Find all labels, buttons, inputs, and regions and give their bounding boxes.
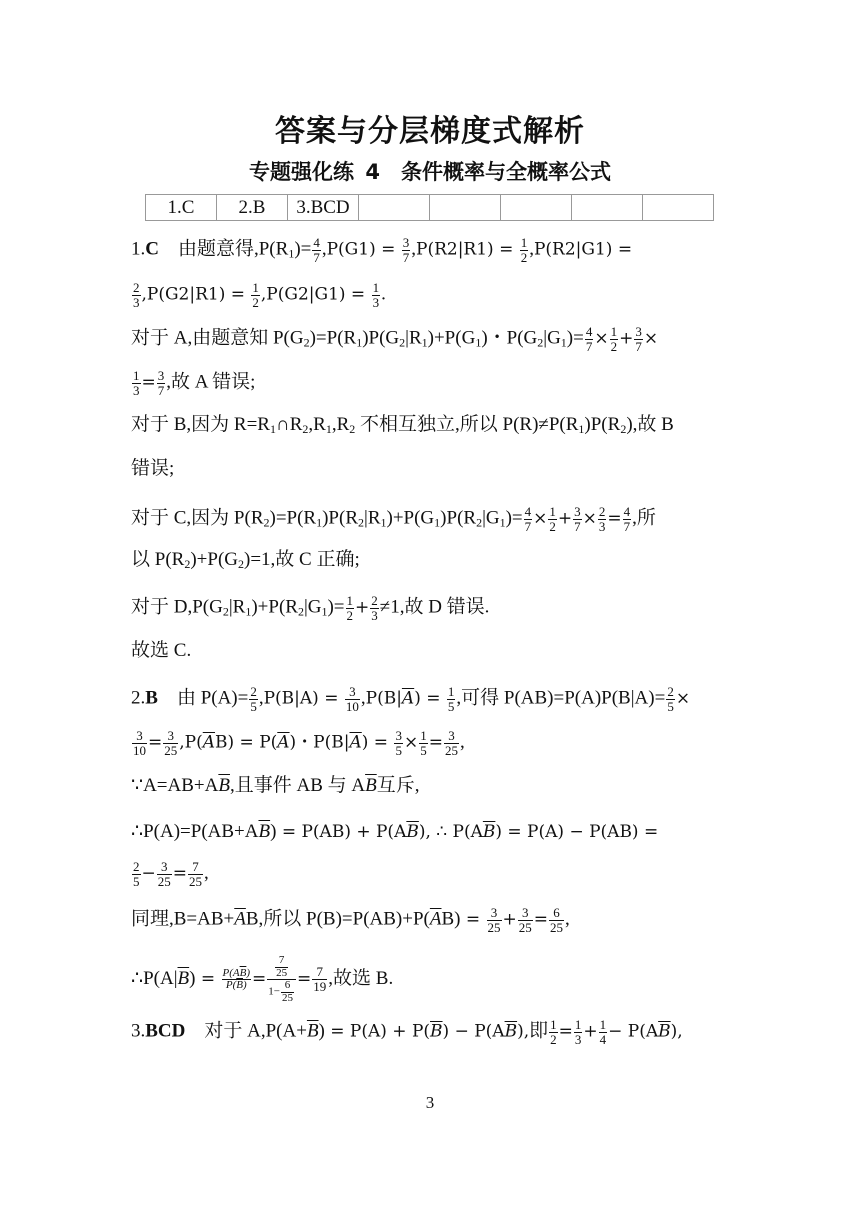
solution-line: 1.C 由题意得$,P(R_1)=$ $\frac{4}{7}$ ,P(G1) = $\frac{3}{7}$ ,P(R2|R1) = $\frac{1}{2}$ ,P(R2|G1) = bbox=[131, 235, 633, 265]
solution-line: 2.B 由 P(A)= $\frac{2}{5}$ ,P(B|A) = $\frac{3}{10}$ $,P(B|\overline{A})$ = $\frac{1}{5}$ ,可得 P(AB)=P(A)P(B|A)= $\frac{2}{5}$ × bbox=[131, 684, 691, 714]
page-title: 答案与分层梯度式解析 bbox=[275, 114, 585, 149]
solution-line: 3.BCD 对于 $A,P(A+\overline{B}) = P(A) + P(\overline{B}) - P(A\overline{B})$,即 $\frac{1}{2}$ = $\frac{1}{3}$ + $\frac{1}{4}$ − $P(A\overline{B})$, bbox=[131, 1017, 683, 1047]
solution-line: $\frac{2}{3}$ ,P(G2|R1) = $\frac{1}{2}$ ,P(G2|G1) = $\frac{1}{3}$ . bbox=[133, 280, 386, 310]
solution-line: $\frac{2}{5}$ − $\frac{3}{25}$ = $\frac{7}{25}$ , bbox=[133, 859, 209, 889]
solution-line: 错误; bbox=[131, 458, 175, 479]
solution-line: 以 $P(R_2)+P(G_2)=1$,故 C 正确; bbox=[131, 548, 360, 571]
solution-line: $\therefore P(A|\overline{B})$ = $\frac{P(A\overline{B})}{P(\overline{B})}$ = $\frac{7}{25}$ 1− $\frac{6}{25}$ = $\frac{7}{19}$ ,故选 B. bbox=[131, 954, 394, 1004]
solution-line: 对于 $D,P(G_2|R_1)+P(R_2|G_1)=$ $\frac{1}{2}$ + $\frac{2}{3}$ ≠1,故 D 错误. bbox=[131, 593, 490, 623]
solution-line: $\therefore P(A)=P(AB+A\overline{B}) = P(AB) + P(A\overline{B})$, ∴ $P(A\overline{B}) = P(A) - P(AB)$ = bbox=[131, 821, 659, 842]
answer-cell bbox=[430, 195, 501, 221]
solution-line: 对于 B,因为 $R=R_1\cap R_2,R_1,R_2$ 不相互独立,所以 $P(R)\ne P(R_1)P(R_2)$,故 B bbox=[131, 414, 674, 436]
solution-line: 对于 C,因为 $P(R_2)=P(R_1)P(R_2|R_1)+P(G_1)P(R_2|G_1)=$ $\frac{4}{7}$ × $\frac{1}{2}$ + $\frac{3}{7}$ × $\frac{2}{3}$ = $\frac{4}{7}$ ,所 bbox=[131, 504, 656, 534]
solution-line: $\frac{1}{3}$ = $\frac{3}{7}$ ,故 A 错误; bbox=[133, 368, 256, 398]
solution-line: 故选 C. bbox=[131, 639, 192, 661]
answer-cell bbox=[643, 195, 714, 221]
solution-line: $\frac{3}{10}$ = $\frac{3}{25}$ $,P(\overline{A}B) = P(\overline{A})$・$P(B|\overline{A})$ = $\frac{3}{5}$ × $\frac{1}{5}$ = $\frac{3}{25}$ , bbox=[133, 728, 465, 758]
answer-cell: 3.BCD bbox=[288, 195, 359, 221]
answer-table bbox=[145, 194, 714, 221]
page-number: 3 bbox=[425, 1093, 435, 1112]
solution-line: 同理$,B=AB+\overline{A}B$,所以 $P(B)=P(AB)+P(\overline{A}B)$ = $\frac{3}{25}$ + $\frac{3}{25}$ = $\frac{6}{25}$ , bbox=[131, 905, 570, 935]
answer-cell bbox=[359, 195, 430, 221]
section-subtitle: 专题强化练 4 条件概率与全概率公式 bbox=[249, 160, 611, 184]
solution-line: 对于 A,由题意知 $P(G_2)=P(R_1)P(G_2|R_1)+P(G_1)$・$P(G_2|G_1)=$ $\frac{4}{7}$ × $\frac{1}{2}$ + $\frac{3}{7}$ × bbox=[131, 324, 659, 354]
answer-cell: 1.C bbox=[146, 195, 217, 221]
solution-line: $\because A=AB+A\overline{B}$,且事件 AB 与 $A\overline{B}$互斥, bbox=[131, 775, 420, 796]
answer-cell bbox=[572, 195, 643, 221]
answer-cell bbox=[501, 195, 572, 221]
answer-cell: 2.B bbox=[217, 195, 288, 221]
